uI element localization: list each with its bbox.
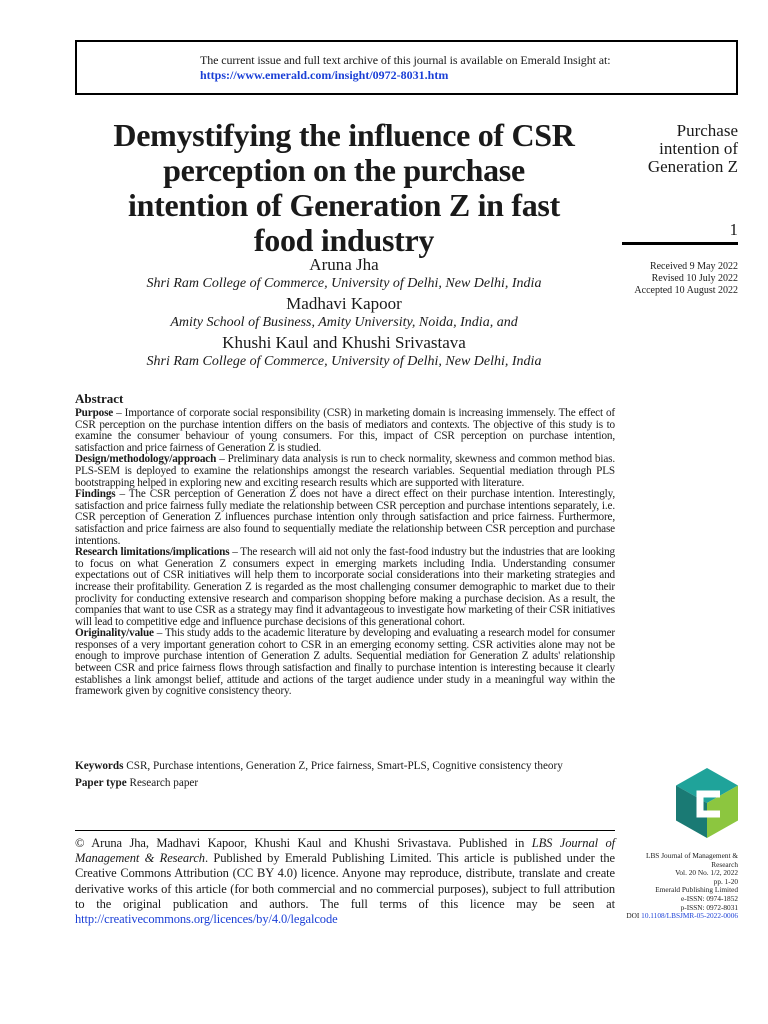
accepted-date: Accepted 10 August 2022 xyxy=(634,285,738,296)
running-head-line: intention of xyxy=(659,139,738,158)
abstract xyxy=(75,390,615,698)
article-title xyxy=(75,118,613,258)
doi-link[interactable]: 10.1108/LBSJMR-05-2022-0006 xyxy=(641,911,738,921)
license-text-b: . Published by Emerald Publishing Limited. This article is published under the Creative Commons Attribution (CC BY 4.0) licence. Anyone may reproduce, distribute, translate and create derivative works of this article (for both commercial and no commercial purposes), subject to full attribution to the original publication and authors. The full terms of this licence may be seen at xyxy=(75,851,615,911)
findings-label: Findings xyxy=(75,488,116,501)
revised-date: Revised 10 July 2022 xyxy=(651,273,738,284)
emerald-logo-icon xyxy=(676,768,738,838)
keywords-text: CSR, Purchase intentions, Generation Z, Price fairness, Smart-PLS, Cognitive consistency theory xyxy=(123,760,563,772)
author-affiliation: Amity School of Business, Amity University, Noida, India, and xyxy=(170,315,518,330)
journal-info-line: e-ISSN: 0974-1852 xyxy=(681,893,738,903)
journal-info-line: pp. 1-20 xyxy=(713,876,738,886)
license-journal-name: LBS Journal of Management & Research xyxy=(75,836,616,866)
design-label: Design/methodology/approach xyxy=(75,453,217,466)
doi-line xyxy=(600,912,738,921)
title-line: perception on the purchase xyxy=(163,152,525,188)
abstract-findings xyxy=(75,489,615,547)
title-line: food industry xyxy=(253,222,435,258)
purpose-label: Purpose xyxy=(75,407,114,419)
title-line: Demystifying the influence of CSR xyxy=(113,117,575,153)
running-head-line: Generation Z xyxy=(647,157,738,176)
limitations-label: Research limitations/implications xyxy=(75,546,230,559)
journal-info-line: LBS Journal of Management & xyxy=(645,851,738,860)
purpose-text: – Importance of corporate social responsibility (CSR) in marketing domain is increasing immensely. The effect of CSR perception on the purchase intention differs on the basis of mediators and contexts. The objective of this study is to examine the consumer behaviour of young consumers. For this, impact of CSR perception on purchase intention, satisfaction and price fairness of Generation Z is studied. xyxy=(75,407,615,454)
author-block xyxy=(75,254,613,371)
journal-info-line: Vol. 20 No. 1/2, 2022 xyxy=(675,868,738,878)
journal-info-line: Research xyxy=(711,859,738,869)
received-date: Received 9 May 2022 xyxy=(649,261,738,272)
author-name: Madhavi Kapoor xyxy=(286,294,402,313)
design-text: – Preliminary data analysis is run to check normality, skewness and common method bias. PLS-SEM is deployed to examine the relationships amongst the research variables. Sequential mediation through PLS bootstrapping helped in exploring new and exciting research results which are supported with literature. xyxy=(75,453,615,489)
originality-label: Originality/value xyxy=(75,627,154,640)
license-text-a: © Aruna Jha, Madhavi Kapoor, Khushi Kaul and Khushi Srivastava. Published in xyxy=(75,836,532,850)
abstract-originality xyxy=(75,628,615,698)
author-affiliation: Shri Ram College of Commerce, University of Delhi, New Delhi, India xyxy=(146,354,542,369)
license-statement xyxy=(75,836,615,927)
author-name: Khushi Kaul and Khushi Srivastava xyxy=(222,333,466,352)
journal-info xyxy=(600,852,738,921)
journal-info-line: p-ISSN: 0972-8031 xyxy=(680,902,738,912)
running-head-line: Purchase xyxy=(676,121,738,140)
author-name: Aruna Jha xyxy=(309,255,379,274)
abstract-purpose xyxy=(75,408,615,454)
paper-type-line xyxy=(75,776,615,790)
abstract-limitations xyxy=(75,547,615,628)
article-dates xyxy=(600,261,738,297)
limitations-text: – The research will aid not only the fast-food industry but the industries that are looking to focus on what Generation Z consumers expect in emerging markets including India. Understanding consumer expectations out of CSR initiatives will help them to incorporate social considerations into their marketing strategies and increase their profitability. Generation Z is regarded as the most challenging consumer demographic to market due to their proclivity for conducting extensive research and comparison shopping before making a purchase decision. As a result, the companies that want to use CSR as a strategy may find it advantageous to investigate how marketing of their CSR initiatives will lead to competitive edge and influence purchase decisions of this generational cohort. xyxy=(75,546,615,628)
author-affiliation: Shri Ram College of Commerce, University of Delhi, New Delhi, India xyxy=(146,276,542,291)
paper-type-label: Paper type xyxy=(75,777,127,789)
abstract-design xyxy=(75,454,615,489)
keywords-label: Keywords xyxy=(75,760,124,772)
license-divider xyxy=(75,830,615,831)
archive-notice-text: The current issue and full text archive of this journal is available on Emerald Insight at: xyxy=(200,53,611,67)
abstract-heading: Abstract xyxy=(75,391,124,406)
doi-label: DOI xyxy=(626,911,642,921)
running-head xyxy=(622,122,738,176)
page-number: 1 xyxy=(729,220,738,239)
findings-text: – The CSR perception of Generation Z does not have a direct effect on their purchase intention. Interestingly, satisfaction and price fairness fully mediate the relationship between CSR perception and purchase intentions separately, i.e. CSR perception of Generation Z influences purchase intention only through satisfaction and price fairness. Furthermore, satisfaction and price fairness are also found to sequentially mediate the relationship between CSR perception and purchase intentions. xyxy=(75,488,615,547)
originality-text: – This study adds to the academic literature by developing and evaluating a research model for consumer responses of a very important generation cohort to CSR in an emerging economy setting. CSR activities alone may not be enough to improve purchase intention of Generation Z adults. Sequential mediation for Generation Z adults' relationship between CSR and price fairness flows through satisfaction and finally to purchase intention is interesting because it clearly establishes a link amongst belief, attitude and actions of the target audience under study in a meaningful way within the framework given by cognitive consistency theory. xyxy=(75,627,615,698)
license-url-link[interactable]: http://creativecommons.org/licences/by/4.0/legalcode xyxy=(75,912,338,927)
archive-url-link[interactable]: https://www.emerald.com/insight/0972-8031.htm xyxy=(200,68,449,82)
journal-info-line: Emerald Publishing Limited xyxy=(655,885,738,895)
page-number-rule xyxy=(622,242,738,245)
paper-type-text: Research paper xyxy=(126,777,199,789)
title-line: intention of Generation Z in fast xyxy=(128,187,560,223)
keywords-line xyxy=(75,759,615,773)
